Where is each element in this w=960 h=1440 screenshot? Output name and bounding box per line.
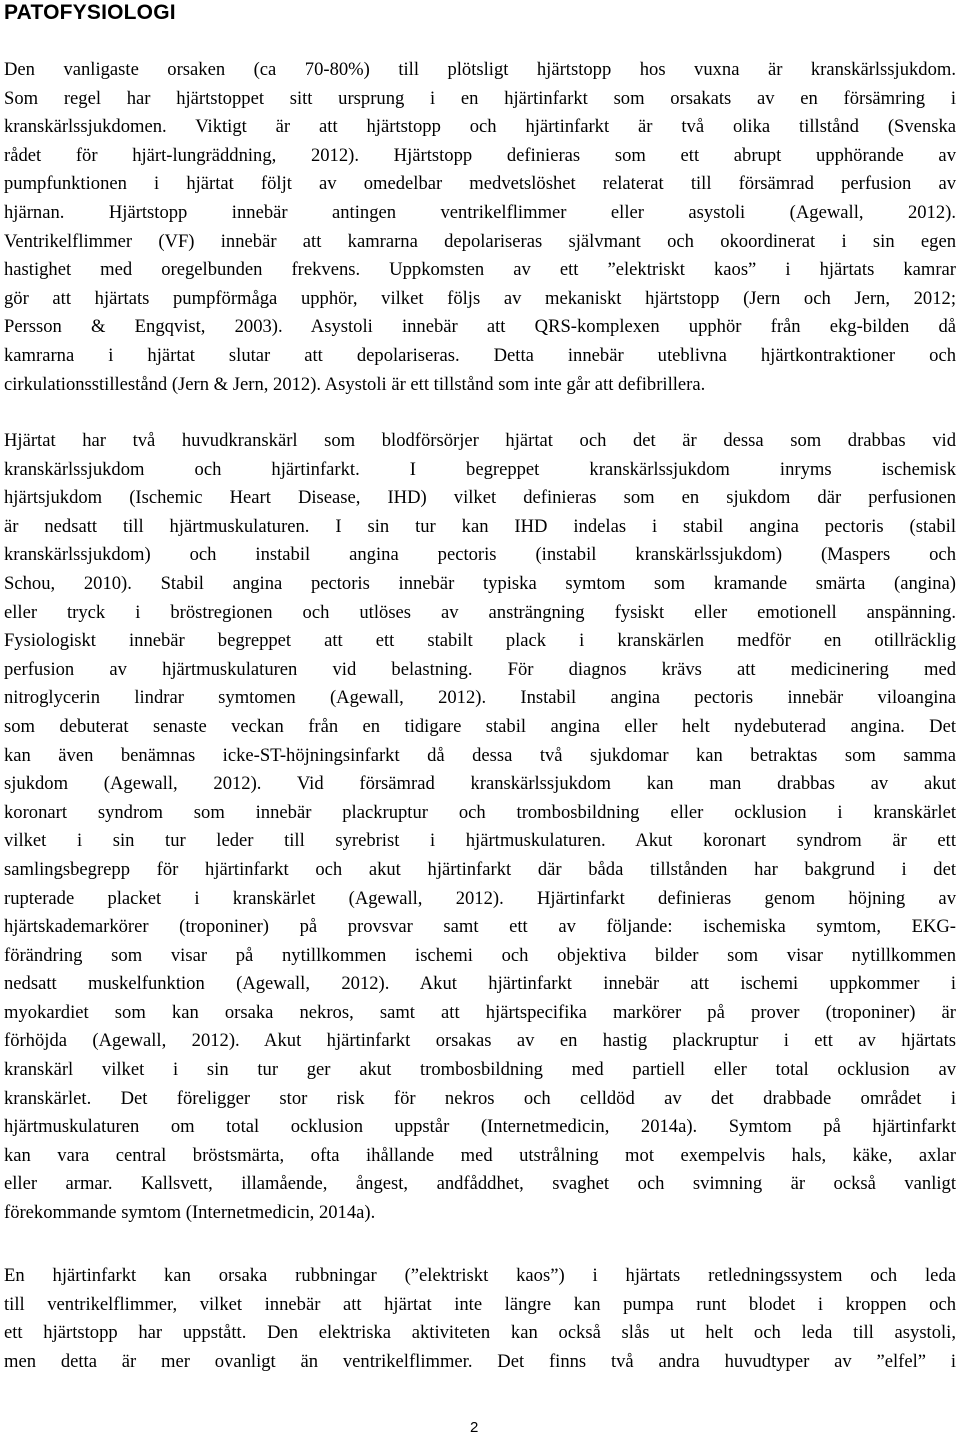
section-heading: PATOFYSIOLOGI	[4, 1, 176, 24]
text-line: rådet för hjärt-lungräddning, 2012). Hjärtstopp definieras som ett abrupt upphörande av	[4, 144, 956, 166]
text-line: kranskärl vilket i sin tur ger akut trombosbildning med partiell eller total ocklusion av	[4, 1059, 956, 1081]
text-line: kamrarna i hjärtat slutar att depolariseras. Detta innebär uteblivna hjärtkontraktioner och	[4, 344, 956, 366]
text-line: koronart syndrom som innebär plackruptur och trombosbildning eller ocklusion i kranskärlet	[4, 801, 956, 823]
text-line: kranskärlssjukdom och hjärtinfarkt. I begreppet kranskärlssjukdom inryms ischemisk	[4, 458, 956, 480]
text-line: pumpfunktionen i hjärtat följt av omedelbar medvetslöshet relaterat till försämrad perfusion av	[4, 173, 956, 195]
text-line: cirkulationsstillestånd (Jern & Jern, 2012). Asystoli är ett tillstånd som inte går att defibrillera.	[4, 373, 706, 395]
text-line: gör att hjärtats pumpförmåga upphör, vilket följs av mekaniskt hjärtstopp (Jern och Jern, 2012;	[4, 287, 956, 309]
text-line: hjärtskademarkörer (troponiner) på provsvar samt ett av följande: ischemiska symtom, EKG-	[4, 916, 956, 938]
text-line: sjukdom (Agewall, 2012). Vid försämrad kranskärlssjukdom kan man drabbas av akut	[4, 773, 956, 795]
text-line: kranskärlssjukdom) och instabil angina pectoris (instabil kranskärlssjukdom) (Maspers och	[4, 544, 956, 566]
text-line: Fysiologiskt innebär begreppet att ett stabilt plack i kranskärlen medför en otillräcklig	[4, 630, 956, 652]
text-line: hjärtmuskulaturen om total ocklusion uppstår (Internetmedicin, 2014a). Symtom på hjärtinfarkt	[4, 1116, 956, 1138]
paragraph-cardiac-arrest-causes	[4, 56, 956, 399]
text-line: vilket i sin tur leder till syrebrist i hjärtmuskulaturen. Akut koronart syndrom är ett	[4, 830, 956, 852]
text-line: hjärtsjukdom (Ischemic Heart Disease, IHD) vilket definieras som en sjukdom där perfusionen	[4, 487, 956, 509]
text-line: nitroglycerin lindrar symtomen (Agewall, 2012). Instabil angina pectoris innebär viloangina	[4, 687, 956, 709]
text-line: är nedsatt till hjärtmuskulaturen. I sin tur kan IHD indelas i stabil angina pectoris (stabil	[4, 515, 956, 537]
text-line: Ventrikelflimmer (VF) innebär att kamrarna depolariseras självmant och okoordinerat i sin egen	[4, 230, 956, 252]
text-line: eller tryck i bröstregionen och utlöses av ansträngning fysiskt eller emotionell anspänning.	[4, 601, 956, 623]
paragraph-infarction-arrhythmia	[4, 1262, 956, 1376]
text-line: Den vanligaste orsaken (ca 70-80%) till plötsligt hjärtstopp hos vuxna är kranskärlssjukdom.	[4, 59, 956, 80]
text-line: förhöjda (Agewall, 2012). Akut hjärtinfarkt orsakas av en hastig plackruptur i ett av hjärtats	[4, 1030, 956, 1052]
text-line: kranskärlssjukdomen. Viktigt är att hjärtstopp och hjärtinfarkt är två olika tillstånd (Svenska	[4, 116, 956, 138]
text-line: förekommande symtom (Internetmedicin, 2014a).	[4, 1202, 376, 1224]
page-number: 2	[470, 1419, 479, 1436]
text-line: hastighet med oregelbunden frekvens. Uppkomsten av ett ”elektriskt kaos” i hjärtats kamrar	[4, 259, 956, 281]
text-line: men detta är mer ovanligt än ventrikelflimmer. Det finns två andra huvudtyper av ”elfel” i	[4, 1350, 956, 1372]
text-line: Schou, 2010). Stabil angina pectoris innebär typiska symtom som kramande smärta (angina)	[4, 572, 956, 594]
text-line: som debuterat senaste veckan från en tidigare stabil angina eller helt nydebuterad angina. Det	[4, 715, 956, 737]
paragraph-coronary-disease	[4, 427, 956, 1228]
text-line: kan vara central bröstsmärta, ofta ihållande med utstrålning mot exempelvis hals, käke, axlar	[4, 1144, 956, 1166]
text-line: nedsatt muskelfunktion (Agewall, 2012). Akut hjärtinfarkt innebär att ischemi uppkommer i	[4, 973, 956, 995]
text-line: kranskärlet. Det föreligger stor risk för nekros och celldöd av det drabbade området i	[4, 1087, 956, 1109]
text-line: Som regel har hjärtstoppet sitt ursprung i en hjärtinfarkt som orsakats av en försämring i	[4, 87, 956, 109]
text-line: ett hjärtstopp har uppstått. Den elektriska aktiviteten kan också slås ut helt och leda till asystoli,	[4, 1322, 956, 1344]
text-line: till ventrikelflimmer, vilket innebär att hjärtat inte längre kan pumpa runt blodet i kroppen och	[4, 1293, 956, 1315]
text-line: myokardiet som kan orsaka nekros, samt att hjärtspecifika markörer på prover (troponiner) är	[4, 1001, 956, 1023]
text-line: samlingsbegrepp för hjärtinfarkt och akut hjärtinfarkt där båda tillstånden har bakgrund i det	[4, 858, 956, 880]
text-line: En hjärtinfarkt kan orsaka rubbningar (”elektriskt kaos”) i hjärtats retledningssystem och leda	[4, 1265, 956, 1286]
text-line: rupterade placket i kranskärlet (Agewall, 2012). Hjärtinfarkt definieras genom höjning av	[4, 887, 956, 909]
text-line: eller armar. Kallsvett, illamående, ångest, andfåddhet, svaghet och svimning är också vanligt	[4, 1173, 956, 1195]
text-line: Hjärtat har två huvudkranskärl som blodförsörjer hjärtat och det är dessa som drabbas vid	[4, 430, 956, 451]
text-line: förändring som visar på nytillkommen ischemi och objektiva bilder som visar nytillkommen	[4, 944, 956, 966]
text-line: perfusion av hjärtmuskulaturen vid belastning. För diagnos krävs att medicinering med	[4, 658, 956, 680]
text-line: hjärnan. Hjärtstopp innebär antingen ventrikelflimmer eller asystoli (Agewall, 2012).	[4, 201, 956, 223]
text-line: kan även benämnas icke-ST-höjningsinfarkt då dessa två sjukdomar kan betraktas som samma	[4, 744, 956, 766]
text-line: Persson & Engqvist, 2003). Asystoli innebär att QRS-komplexen upphör från ekg-bilden då	[4, 316, 956, 338]
